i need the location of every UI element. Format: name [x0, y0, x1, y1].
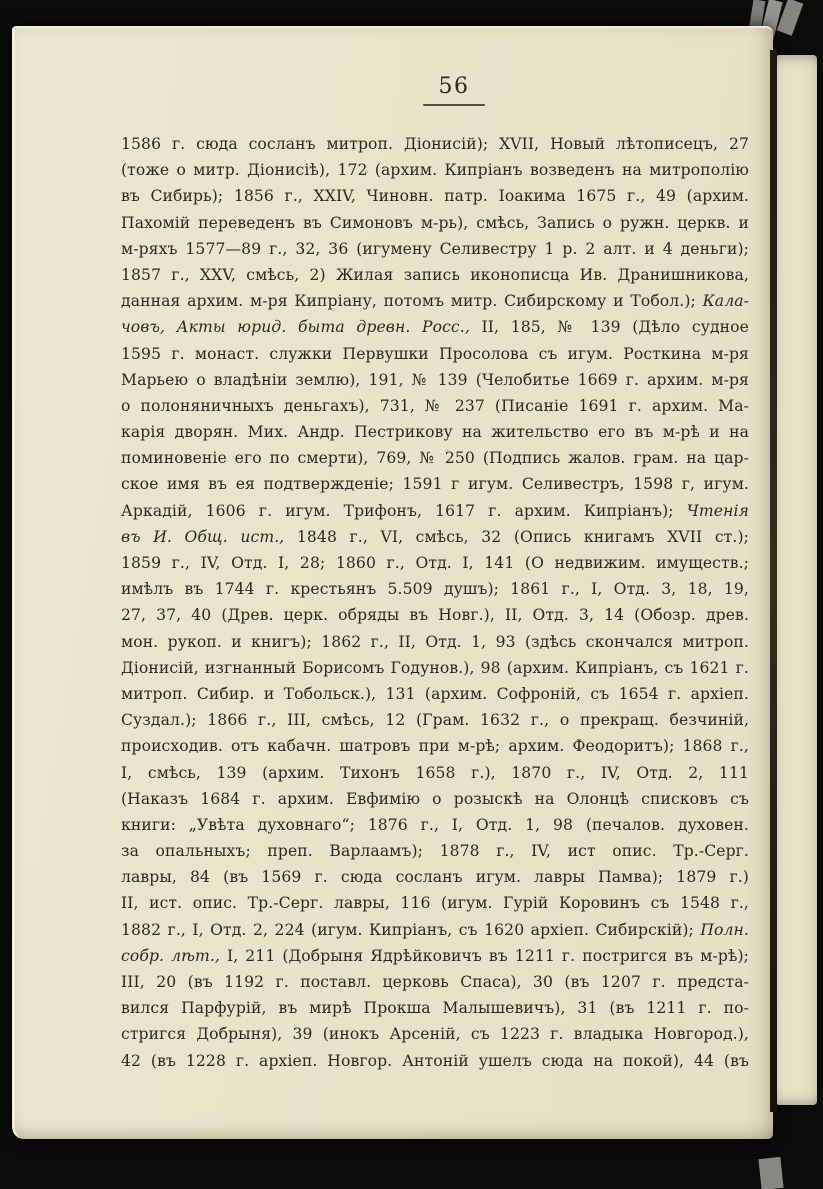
text-line: карія дворян. Мих. Андр. Пестрикову на жительство его въ м-рѣ и на — [121, 423, 749, 442]
text-line: митроп. Сибир. и Тобольск.), 131 (архим. Софроній, съ 1654 г. архіеп. — [121, 684, 749, 703]
text-line: 27, 37, 40 (Древ. церк. обряды въ Новг.), II, Отд. 3, 14 (Обозр. древ. — [121, 606, 749, 625]
text-line: Суздал.); 1866 г., III, смѣсь, 12 (Грам. 1632 г., о прекращ. безчиній, — [121, 711, 749, 730]
text-line: III, 20 (въ 1192 г. поставл. церковь Спаса), 30 (въ 1207 г. предста- — [121, 973, 749, 991]
text-line: происходив. отъ кабачн. шатровъ при м-рѣ; архим. Феодоритъ); 1868 г., — [121, 737, 749, 756]
text-line: мон. рукоп. и книгъ); 1862 г., II, Отд. 1, 93 (здѣсь скончался митроп. — [121, 632, 749, 651]
text-line: лавры, 84 (въ 1569 г. сюда сосланъ игум. лавры Памва); 1879 г.) — [121, 868, 749, 887]
paper-tuft — [758, 1157, 783, 1189]
text-line: книги: „Увѣта духовнаго“; 1876 г., I, Отд. 1, 98 (печалов. духовен. — [121, 815, 749, 834]
page-header — [125, 74, 769, 106]
text-line: човъ, Акты юрид. быта древн. Росс., II, 185, № 139 (Дѣло судное — [121, 318, 749, 337]
text-line: имѣлъ въ 1744 г. крестьянъ 5.509 душъ); 1861 г., I, Отд. 3, 18, 19, — [121, 580, 749, 599]
text-line: 1857 г., XXV, смѣсь, 2) Жилая запись иконописца Ив. Дранишникова, — [121, 265, 749, 284]
text-line: стригся Добрыня), 39 (инокъ Арсеній, съ 1223 г. владыка Новгород.), — [121, 1025, 749, 1044]
text-line: ское имя въ ея подтвержденіе; 1591 г игум. Селивестръ, 1598 г, игум. — [121, 475, 749, 494]
text-line: данная архим. м-ря Кипріану, потомъ митр. Сибирскому и Тобол.); Кала- — [121, 292, 749, 311]
text-line: (Наказъ 1684 г. архим. Евфимію о розыскѣ на Олонцѣ списковъ съ — [121, 789, 749, 808]
text-line: поминовеніе его по смерти), 769, № 250 (Подпись жалов. грам. на цар- — [121, 449, 749, 468]
text-line: 1595 г. монаст. служки Первушки Просолова съ игум. Росткина м-ря — [121, 344, 749, 363]
text-line: о полоняничныхъ деньгахъ), 731, № 237 (Писаніе 1691 г. архим. Ма- — [121, 396, 749, 415]
text-line: м-ряхъ 1577—89 г., 32, 36 (игумену Селивестру 1 р. 2 алт. и 4 деньги); — [121, 239, 749, 258]
text-line: II, ист. опис. Тр.-Серг. лавры, 116 (игум. Гурій Коровинъ съ 1548 г., — [121, 894, 749, 913]
text-line: 1859 г., IV, Отд. I, 28; 1860 г., Отд. I, 141 (О недвижим. имуществ.; — [121, 554, 749, 572]
text-line: собр. лѣт., I, 211 (Добрыня Ядрѣйковичъ въ 1211 г. постригся въ м-рѣ); — [121, 946, 749, 965]
text-line: I, смѣсь, 139 (архим. Тихонъ 1658 г.), 1870 г., IV, Отд. 2, 111 — [121, 763, 749, 782]
text-line: за опальныхъ; преп. Варлаамъ); 1878 г., IV, ист опис. Тр.-Серг. — [121, 842, 749, 861]
next-page-edge — [777, 55, 817, 1105]
book-page — [12, 26, 773, 1139]
text-line: вился Парфурій, въ мирѣ Прокша Малышевичъ), 31 (въ 1211 г. по- — [121, 999, 749, 1018]
text-line: 42 (въ 1228 г. архіеп. Новгор. Антоній ушелъ сюда на покой), 44 (въ — [121, 1051, 749, 1070]
text-line: 1586 г. сюда сосланъ митроп. Діонисій); XVII, Новый лѣтописецъ, 27 — [121, 135, 749, 153]
text-line: Марьею о владѣніи землю), 191, № 139 (Челобитье 1669 г. архим. м-ря — [121, 370, 749, 389]
text-line: Діонисій, изгнанный Борисомъ Годунов.), 98 (архим. Кипріанъ, съ 1621 г. — [121, 658, 749, 677]
page-gutter-shadow — [770, 50, 777, 1112]
header-rule — [423, 104, 485, 106]
page-number: 56 — [438, 74, 470, 99]
text-line: Аркадій, 1606 г. игум. Трифонъ, 1617 г. архим. Кипріанъ); Чтенія — [121, 501, 749, 520]
text-line: въ И. Общ. ист., 1848 г., VI, смѣсь, 32 (Опись книгамъ XVII ст.); — [121, 527, 749, 546]
body-text — [121, 131, 749, 1074]
text-line: 1882 г., I, Отд. 2, 224 (игум. Кипріанъ, съ 1620 архіеп. Сибирскій); Полн. — [121, 920, 749, 939]
text-line: въ Сибирь); 1856 г., XXIV, Чиновн. патр. Іоакима 1675 г., 49 (архим. — [121, 187, 749, 206]
text-line: (тоже о митр. Діонисіѣ), 172 (архим. Кипріанъ возведенъ на митрополію — [121, 161, 749, 180]
text-line: Пахомій переведенъ въ Симоновъ м-рь), смѣсь, Запись о ружн. церкв. и — [121, 213, 749, 232]
